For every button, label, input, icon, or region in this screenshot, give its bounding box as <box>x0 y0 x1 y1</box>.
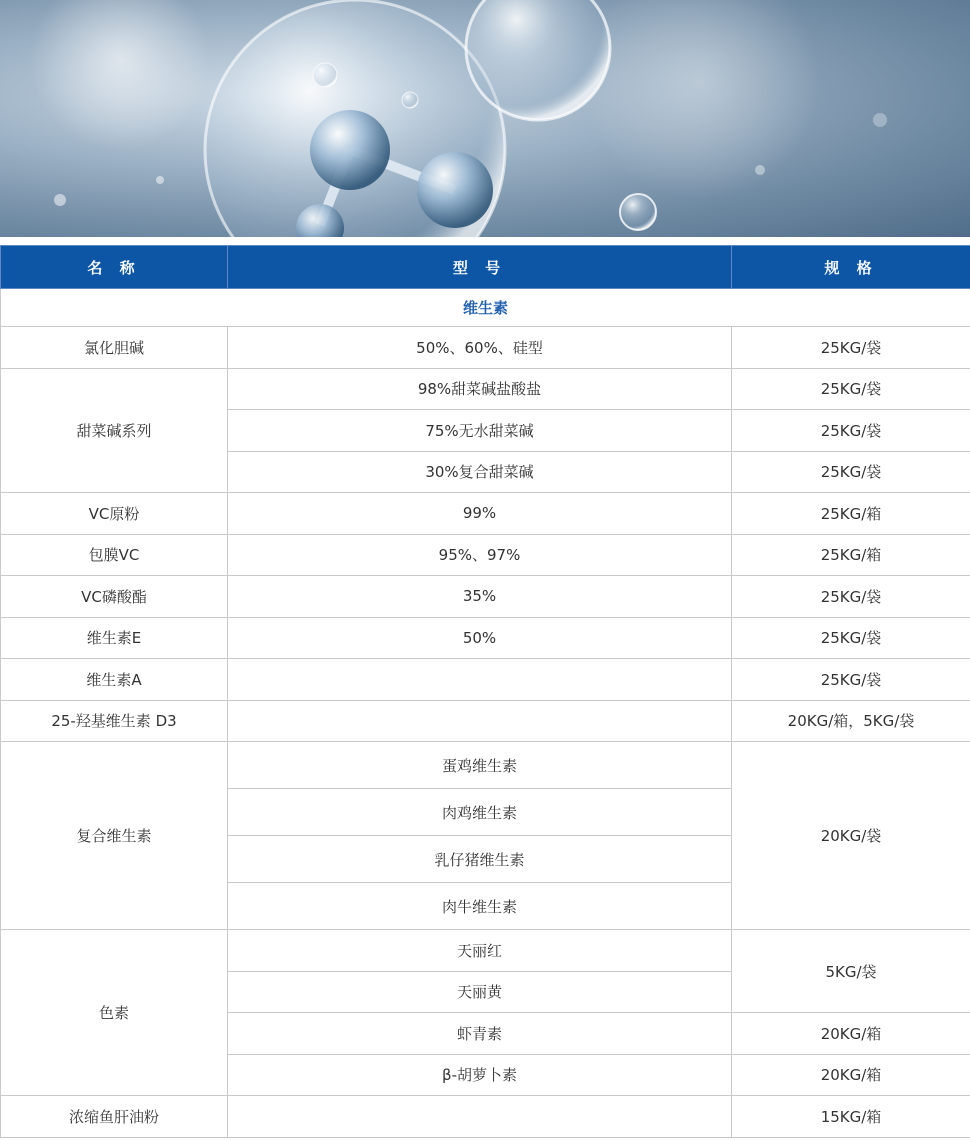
molecule-bubbles-illustration <box>0 0 970 237</box>
table-row <box>1 534 970 576</box>
product-name: 复合维生素 <box>1 742 228 930</box>
product-model: 肉牛维生素 <box>228 883 732 930</box>
product-model: 95%、97% <box>228 534 732 576</box>
product-name: 25-羟基维生素 D3 <box>1 700 228 742</box>
product-spec: 25KG/袋 <box>732 410 970 452</box>
product-spec: 25KG/箱 <box>732 534 970 576</box>
product-model <box>228 1096 732 1138</box>
banner-image <box>0 0 970 237</box>
section-title: 维生素 <box>1 289 970 327</box>
header-model: 型 号 <box>228 246 732 289</box>
product-model: 75%无水甜菜碱 <box>228 410 732 452</box>
product-spec: 25KG/袋 <box>732 659 970 701</box>
table-row <box>1 1096 970 1138</box>
product-name: 维生素A <box>1 659 228 701</box>
product-model: 98%甜菜碱盐酸盐 <box>228 368 732 410</box>
product-name: 氯化胆碱 <box>1 327 228 369</box>
product-spec: 25KG/袋 <box>732 576 970 618</box>
table-row <box>1 493 970 535</box>
product-spec: 5KG/袋 <box>732 930 970 1013</box>
product-model: 天丽红 <box>228 930 732 972</box>
table-row <box>1 368 970 410</box>
product-name: 包膜VC <box>1 534 228 576</box>
section-row <box>1 289 970 327</box>
product-model: 乳仔猪维生素 <box>228 836 732 883</box>
product-spec: 20KG/箱 <box>732 1054 970 1096</box>
table-row <box>1 700 970 742</box>
product-name: VC磷酸酯 <box>1 576 228 618</box>
product-model: 50%、60%、硅型 <box>228 327 732 369</box>
product-name: 浓缩鱼肝油粉 <box>1 1096 228 1138</box>
product-spec: 20KG/箱，5KG/袋 <box>732 700 970 742</box>
product-model: 虾青素 <box>228 1013 732 1055</box>
product-model: 50% <box>228 617 732 659</box>
product-model: 35% <box>228 576 732 618</box>
product-model: 蛋鸡维生素 <box>228 742 732 789</box>
table-row <box>1 930 970 972</box>
product-name: 维生素E <box>1 617 228 659</box>
product-spec: 25KG/箱 <box>732 493 970 535</box>
table-row <box>1 327 970 369</box>
product-spec-table <box>0 245 970 1138</box>
product-model: 99% <box>228 493 732 535</box>
product-name: VC原粉 <box>1 493 228 535</box>
product-name: 色素 <box>1 930 228 1096</box>
product-name: 甜菜碱系列 <box>1 368 228 493</box>
product-spec: 25KG/袋 <box>732 617 970 659</box>
product-spec: 25KG/袋 <box>732 451 970 493</box>
header-spec: 规 格 <box>732 246 970 289</box>
table-header-row <box>1 246 970 289</box>
product-spec: 25KG/袋 <box>732 327 970 369</box>
product-model: β-胡萝卜素 <box>228 1054 732 1096</box>
table-row <box>1 742 970 789</box>
header-name: 名 称 <box>1 246 228 289</box>
table-row <box>1 617 970 659</box>
product-spec: 25KG/袋 <box>732 368 970 410</box>
product-spec: 20KG/箱 <box>732 1013 970 1055</box>
table-row <box>1 576 970 618</box>
product-model <box>228 659 732 701</box>
product-model <box>228 700 732 742</box>
product-model: 天丽黄 <box>228 971 732 1013</box>
product-spec: 15KG/箱 <box>732 1096 970 1138</box>
product-model: 肉鸡维生素 <box>228 789 732 836</box>
product-spec: 20KG/袋 <box>732 742 970 930</box>
product-model: 30%复合甜菜碱 <box>228 451 732 493</box>
table-row <box>1 659 970 701</box>
